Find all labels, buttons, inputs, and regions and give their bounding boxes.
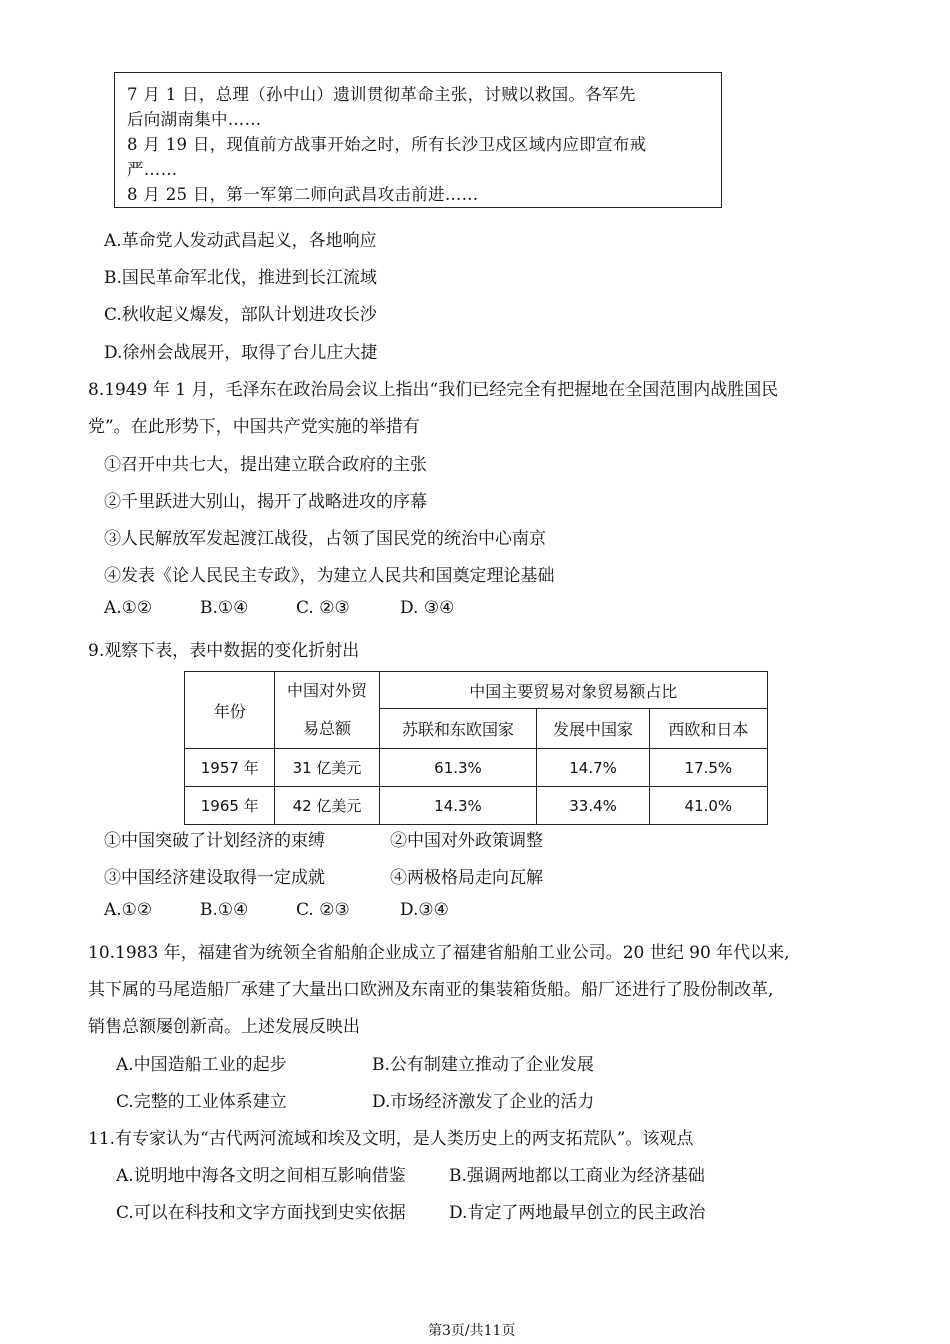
q8-stem-cont: 党”。在此形势下，中国共产党实施的举措有 [88,417,420,437]
q7-option-d: D.徐州会战展开，取得了台儿庄大捷 [104,343,378,363]
header-year: 年份 [185,672,275,749]
q10-option-b: B.公有制建立推动了企业发展 [372,1055,594,1075]
q8-item-2: ②千里跃进大别山，揭开了战略进攻的序幕 [104,492,427,512]
q10-stem-cont: 销售总额屡创新高。上述发展反映出 [88,1017,360,1037]
q8-option-a: A.①② [104,598,153,618]
page-number: 第3页/共11页 [428,1323,516,1339]
subheader-soviet: 苏联和东欧国家 [379,709,537,749]
q10-stem-cont: 其下属的马尾造船厂承建了大量出口欧洲及东南亚的集装箱货船。船厂还进行了股份制改革, [88,980,774,1000]
q11-option-a: A.说明地中海各文明之间相互影响借鉴 [116,1166,406,1186]
quote-line: 8 月 25 日，第一军第二师向武昌攻击前进…… [127,185,479,204]
q10-option-c: C.完整的工业体系建立 [116,1092,287,1112]
header-total [275,672,379,749]
q8-option-d: D. ③④ [400,598,455,618]
q8-option-c: C. ②③ [296,598,350,618]
q7-option-a: A.革命党人发动武昌起义，各地响应 [104,231,377,251]
q8-item-1: ①召开中共七大，提出建立联合政府的主张 [104,455,427,475]
q8-item-4: ④发表《论人民民主专政》，为建立人民共和国奠定理论基础 [104,566,555,586]
q11-option-c: C.可以在科技和文字方面找到史实依据 [116,1203,406,1223]
cell-total: 42 亿美元 [275,787,379,825]
quote-line: 严…… [127,160,178,179]
q10-option-d: D.市场经济激发了企业的活力 [372,1092,595,1112]
q9-option-d: D.③④ [400,900,449,920]
q9-option-c: C. ②③ [296,900,350,920]
q10-option-a: A.中国造船工业的起步 [116,1055,287,1075]
quote-line: 8 月 19 日，现值前方战事开始之时，所有长沙卫戍区域内应即宣布戒 [127,135,647,154]
q9-stem: 9.观察下表，表中数据的变化折射出 [88,641,360,661]
q7-option-c: C.秋收起义爆发，部队计划进攻长沙 [104,305,377,325]
quote-line: 7 月 1 日，总理（孙中山）遗训贯彻革命主张，讨贼以救国。各军先 [127,85,636,104]
q7-option-b: B.国民革命军北伐，推进到长江流域 [104,268,377,288]
q11-stem: 11.有专家认为“古代两河流域和埃及文明，是人类历史上的两支拓荒队”。该观点 [88,1129,694,1149]
q8-stem: 8.1949 年 1 月，毛泽东在政治局会议上指出“我们已经完全有把握地在全国范围内战胜国民 [88,380,779,400]
cell-developing: 33.4% [537,787,649,825]
q9-option-b: B.①④ [200,900,249,920]
q9-option-a: A.①② [104,900,153,920]
header-total-line1: 中国对外贸 [287,681,368,700]
q11-option-d: D.肯定了两地最早创立的民主政治 [449,1203,706,1223]
cell-west: 41.0% [649,787,767,825]
header-total-line2: 易总额 [303,719,352,738]
q11-option-b: B.强调两地都以工商业为经济基础 [449,1166,705,1186]
header-share: 中国主要贸易对象贸易额占比 [379,672,767,709]
quote-box [114,72,722,208]
q9-item-2: ②中国对外政策调整 [390,831,543,851]
q9-item-1: ①中国突破了计划经济的束缚 [104,831,325,851]
cell-developing: 14.7% [537,749,649,787]
subheader-developing: 发展中国家 [537,709,649,749]
table-row [185,787,768,825]
cell-year: 1965 年 [185,787,275,825]
q8-option-b: B.①④ [200,598,249,618]
trade-table [184,671,768,825]
q9-item-4: ④两极格局走向瓦解 [390,868,543,888]
cell-west: 17.5% [649,749,767,787]
cell-soviet: 61.3% [379,749,537,787]
subheader-west: 西欧和日本 [649,709,767,749]
cell-total: 31 亿美元 [275,749,379,787]
q9-item-3: ③中国经济建设取得一定成就 [104,868,325,888]
quote-line: 后向湖南集中…… [127,110,262,129]
table-row [185,749,768,787]
q10-stem: 10.1983 年，福建省为统领全省船舶企业成立了福建省船舶工业公司。20 世纪 90 年代以来, [88,943,790,963]
q8-item-3: ③人民解放军发起渡江战役，占领了国民党的统治中心南京 [104,529,546,549]
cell-soviet: 14.3% [379,787,537,825]
cell-year: 1957 年 [185,749,275,787]
